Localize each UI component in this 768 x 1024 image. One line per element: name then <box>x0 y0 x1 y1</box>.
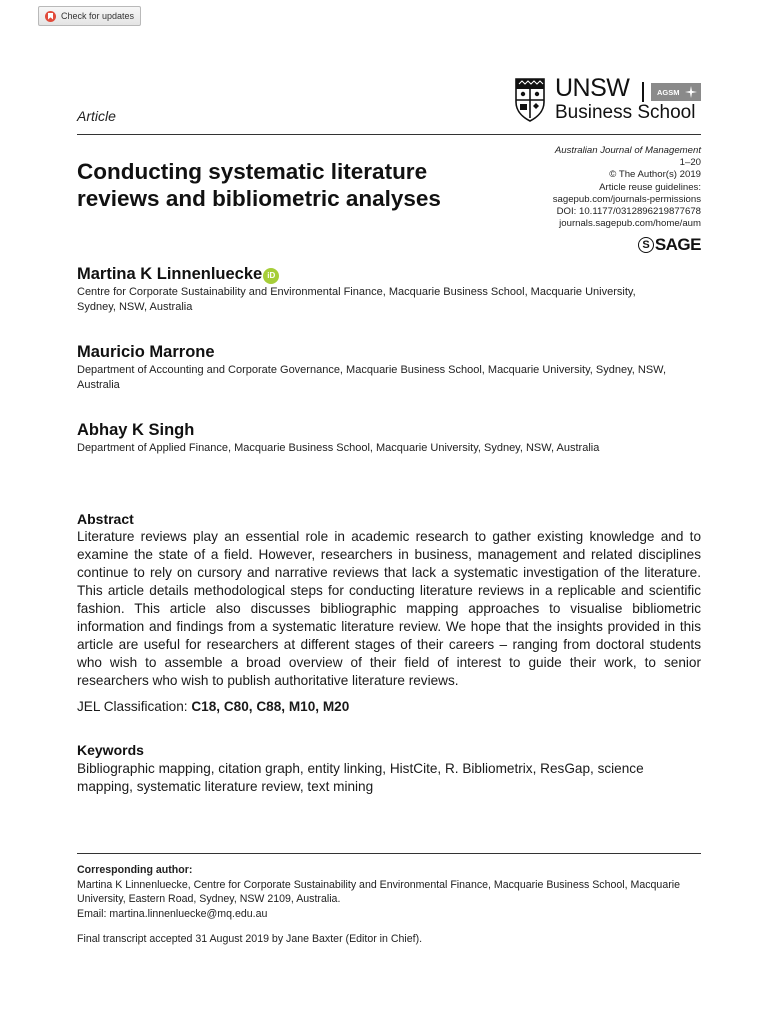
check-for-updates-label: Check for updates <box>61 11 135 21</box>
copyright: © The Author(s) 2019 <box>609 169 701 181</box>
article-title <box>77 158 517 212</box>
author-affiliation: Department of Applied Finance, Macquarie Business School, Macquarie University, Sydney, NSW, Australia <box>77 442 600 454</box>
sage-s-icon: S <box>638 237 654 253</box>
article-type-label: Article <box>77 108 116 124</box>
doi-link[interactable]: DOI: 10.1177/0312896219877678 <box>556 206 701 218</box>
author-name: Mauricio Marrone <box>77 343 215 361</box>
journal-home-link[interactable]: journals.sagepub.com/home/aum <box>559 218 701 230</box>
unsw-wordmark: UNSW <box>555 74 630 102</box>
corresponding-author-label: Corresponding author: <box>77 864 193 876</box>
bookmark-icon <box>45 11 56 22</box>
footer-divider <box>77 853 701 854</box>
reuse-link[interactable]: sagepub.com/journals-permissions <box>552 193 701 205</box>
unsw-business-school-logo <box>514 76 702 124</box>
author-name-text: Martina K Linnenluecke <box>77 265 263 283</box>
unsw-crest-icon <box>514 76 546 122</box>
logo-separator <box>642 82 644 102</box>
page-range: 1–20 <box>679 157 701 169</box>
final-transcript-note: Final transcript accepted 31 August 2019 by Jane Baxter (Editor in Chief). <box>77 933 423 945</box>
agsm-badge <box>651 83 701 101</box>
header-divider <box>77 134 701 135</box>
jel-codes: C18, C80, C88, M10, M20 <box>191 699 350 714</box>
reuse-label: Article reuse guidelines: <box>599 181 701 193</box>
abstract-text: Literature reviews play an essential role in academic research to gather existing knowledge and to examine the state of a field. However, researchers in business, management and related disciplines continue to rely on cursory and narrative reviews that lack a systematic investigation of the literature. This article details methodological steps for conducting literature reviews in a replicable and scientific fashion. This article also discusses bibliographic mapping approaches to visualise bibliometric information and findings from a systematic literature review. We hope that the insights provided in this article are useful for researchers at different stages of their careers – ranging from doctoral students who wish to assemble a broad overview of their field of interest to guide their work, to senior researchers who wish to publish authoritative literature reviews. <box>77 529 701 688</box>
journal-name: Australian Journal of Management <box>554 145 701 156</box>
author-affiliation: Centre for Corporate Sustainability and Environmental Finance, Macquarie Business School, Macquarie University, Sydney, NSW, Australia <box>77 286 636 313</box>
title-line: Conducting systematic literature <box>77 159 428 184</box>
orcid-icon[interactable]: iD <box>263 268 279 284</box>
journal-metadata <box>553 145 701 230</box>
corresponding-email[interactable]: Email: martina.linnenluecke@mq.edu.au <box>77 907 268 920</box>
keywords-text: Bibliographic mapping, citation graph, entity linking, HistCite, R. Bibliometrix, ResGap, science mapping, systematic literature review, text mining <box>77 761 644 794</box>
keywords-heading: Keywords <box>77 742 144 758</box>
jel-classification <box>77 699 349 714</box>
star-icon <box>685 86 697 98</box>
jel-label: JEL Classification: <box>77 699 188 714</box>
agsm-label: AGSM <box>657 87 680 97</box>
abstract-heading: Abstract <box>77 511 134 527</box>
sage-wordmark: SAGE <box>654 235 701 254</box>
corresponding-author <box>77 863 701 921</box>
business-school-wordmark: Business School <box>555 102 696 123</box>
author-name: Abhay K Singh <box>77 421 195 439</box>
author-affiliation: Department of Accounting and Corporate Governance, Macquarie Business School, Macquarie University, Sydney, NSW, Australia <box>77 364 666 391</box>
author-name <box>77 265 279 284</box>
sage-logo <box>638 235 701 255</box>
check-for-updates-button[interactable] <box>38 6 141 26</box>
corresponding-address: Martina K Linnenluecke, Centre for Corporate Sustainability and Environmental Finance, Macquarie Business School, Macquarie University, Eastern Road, Sydney, NSW 2109, Australia. <box>77 878 680 905</box>
title-line: reviews and bibliometric analyses <box>77 186 441 211</box>
